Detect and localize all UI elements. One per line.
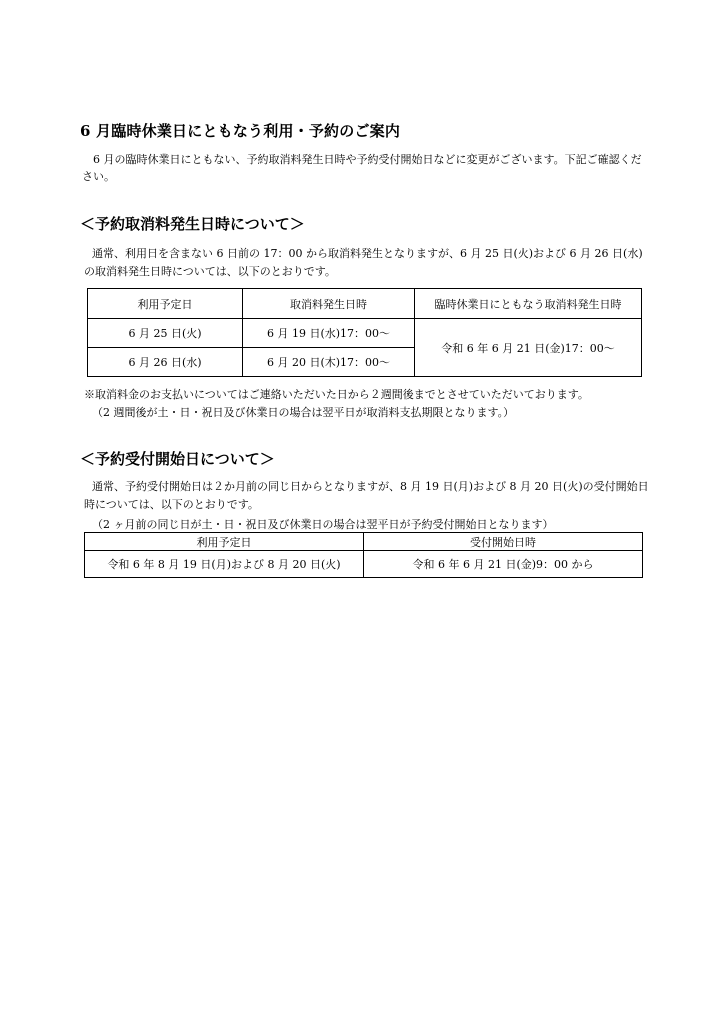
table-header-cell: 受付開始日時 xyxy=(364,533,643,551)
cancellation-fee-heading: ＜予約取消料発生日時について＞ xyxy=(80,215,305,233)
table-cell: 6 月 25 日(火) xyxy=(88,319,243,348)
table-cell: 6 月 20 日(木)17：00～ xyxy=(243,348,415,377)
cancellation-fee-table xyxy=(87,288,642,377)
table-header-cell: 臨時休業日にともなう取消料発生日時 xyxy=(415,289,642,319)
table-cell: 6 月 26 日(水) xyxy=(88,348,243,377)
cancellation-fee-paragraph: 通常、利用日を含まない 6 日前の 17：00 から取消料発生となりますが、6 月 25 日(火)および 6 月 26 日(水)の取消料発生日時については、以下のとおりです。 xyxy=(84,247,643,278)
reservation-start-heading: ＜予約受付開始日について＞ xyxy=(80,450,275,468)
table-header-row xyxy=(88,289,642,319)
table-cell: 令和 6 年 6 月 21 日(金)9：00 から xyxy=(364,551,643,578)
table-header-cell: 利用予定日 xyxy=(88,289,243,319)
payment-note: ※取消料金のお支払いについてはご連絡いただいた日から２週間後までとさせていただいております。 xyxy=(84,388,589,401)
document-title: 6 月臨時休業日にともなう利用・予約のご案内 xyxy=(80,122,401,140)
reservation-start-paragraph: 通常、予約受付開始日は２か月前の同じ日からとなりますが、8 月 19 日(月)および 8 月 20 日(火)の受付開始日時については、以下のとおりです。 xyxy=(84,480,649,511)
table-row xyxy=(88,319,642,348)
table-header-cell: 取消料発生日時 xyxy=(243,289,415,319)
table-merged-cell: 令和 6 年 6 月 21 日(金)17：00～ xyxy=(415,319,642,377)
table-header-row xyxy=(85,533,643,551)
table-cell: 令和 6 年 8 月 19 日(月)および 8 月 20 日(火) xyxy=(85,551,364,578)
intro-paragraph: 6 月の臨時休業日にともない、予約取消料発生日時や予約受付開始日などに変更がございます。下記ご確認ください。 xyxy=(82,153,642,183)
reservation-start-table xyxy=(84,532,643,578)
reservation-start-note: （2 ヶ月前の同じ日が土・日・祝日及び休業日の場合は翌平日が予約受付開始日となります） xyxy=(92,518,554,531)
payment-deadline-note: （2 週間後が土・日・祝日及び休業日の場合は翌平日が取消料支払期限となります。） xyxy=(92,406,515,419)
table-cell: 6 月 19 日(水)17：00～ xyxy=(243,319,415,348)
table-header-cell: 利用予定日 xyxy=(85,533,364,551)
table-row xyxy=(85,551,643,578)
